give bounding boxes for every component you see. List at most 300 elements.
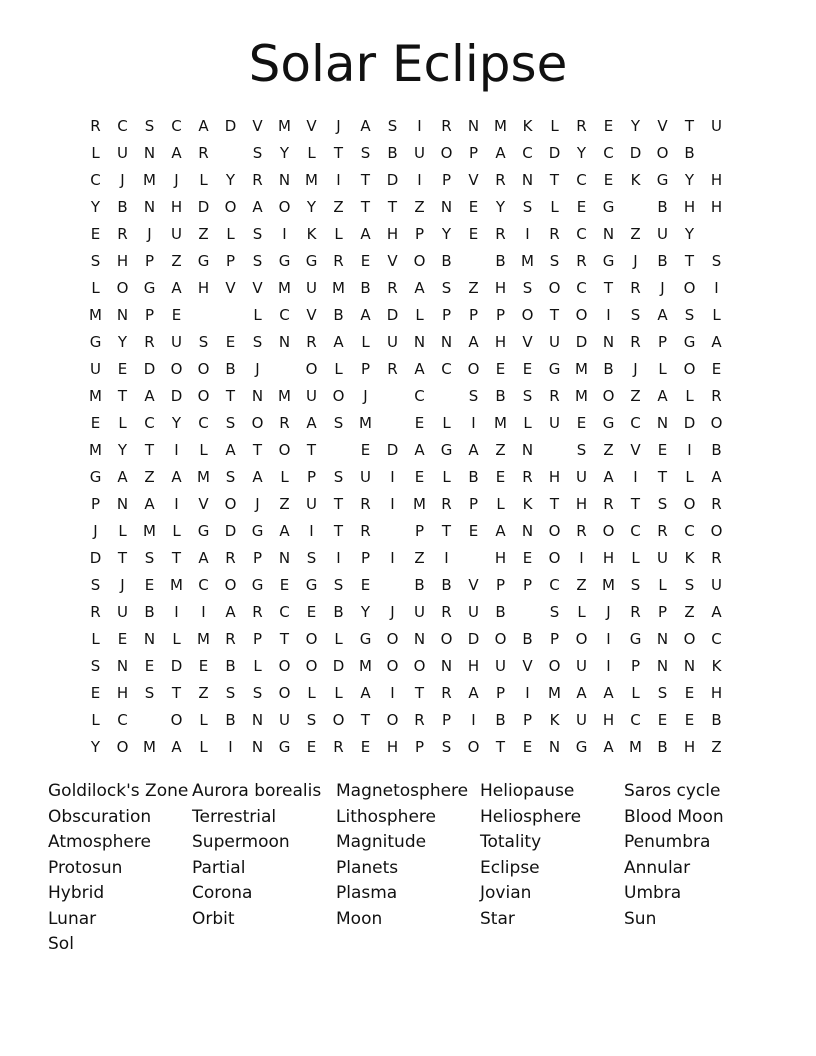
- grid-letter[interactable]: Y: [576, 143, 587, 162]
- grid-letter[interactable]: I: [579, 548, 584, 567]
- grid-letter[interactable]: B: [468, 467, 479, 486]
- grid-letter[interactable]: G: [602, 251, 615, 270]
- grid-letter[interactable]: L: [199, 440, 208, 459]
- grid-letter[interactable]: E: [468, 224, 479, 243]
- grid-letter[interactable]: J: [93, 521, 98, 540]
- grid-letter[interactable]: O: [197, 359, 210, 378]
- grid-letter[interactable]: K: [630, 170, 641, 189]
- grid-letter[interactable]: S: [144, 548, 155, 567]
- grid-letter[interactable]: S: [684, 305, 695, 324]
- grid-letter[interactable]: U: [414, 143, 425, 162]
- grid-letter[interactable]: B: [657, 197, 668, 216]
- grid-letter[interactable]: J: [336, 116, 341, 135]
- grid-letter[interactable]: H: [602, 710, 615, 729]
- grid-letter[interactable]: I: [525, 683, 530, 702]
- grid-letter[interactable]: D: [575, 332, 588, 351]
- grid-letter[interactable]: E: [522, 359, 533, 378]
- grid-letter[interactable]: O: [251, 413, 264, 432]
- grid-letter[interactable]: O: [602, 521, 615, 540]
- grid-letter[interactable]: S: [657, 494, 668, 513]
- grid-letter[interactable]: J: [147, 224, 152, 243]
- grid-letter[interactable]: A: [252, 467, 263, 486]
- grid-letter[interactable]: A: [414, 440, 425, 459]
- grid-letter[interactable]: O: [116, 278, 129, 297]
- grid-letter[interactable]: P: [441, 305, 452, 324]
- grid-letter[interactable]: P: [360, 359, 371, 378]
- grid-letter[interactable]: V: [225, 278, 236, 297]
- grid-letter[interactable]: H: [386, 224, 399, 243]
- grid-letter[interactable]: L: [442, 467, 451, 486]
- grid-letter[interactable]: S: [333, 413, 344, 432]
- grid-letter[interactable]: M: [629, 737, 642, 756]
- grid-letter[interactable]: C: [711, 629, 722, 648]
- grid-letter[interactable]: L: [253, 656, 262, 675]
- grid-letter[interactable]: S: [522, 386, 533, 405]
- grid-letter[interactable]: P: [468, 494, 479, 513]
- grid-letter[interactable]: S: [252, 683, 263, 702]
- grid-letter[interactable]: V: [252, 116, 263, 135]
- grid-letter[interactable]: S: [549, 602, 560, 621]
- grid-letter[interactable]: S: [90, 251, 101, 270]
- grid-letter[interactable]: O: [683, 278, 696, 297]
- grid-letter[interactable]: S: [225, 683, 236, 702]
- grid-letter[interactable]: C: [279, 305, 290, 324]
- grid-letter[interactable]: P: [144, 251, 155, 270]
- grid-letter[interactable]: D: [629, 143, 642, 162]
- grid-letter[interactable]: A: [360, 224, 371, 243]
- grid-letter[interactable]: H: [710, 197, 723, 216]
- grid-letter[interactable]: O: [386, 710, 399, 729]
- grid-letter[interactable]: S: [333, 575, 344, 594]
- grid-letter[interactable]: A: [711, 332, 722, 351]
- grid-letter[interactable]: N: [116, 494, 129, 513]
- grid-letter[interactable]: O: [467, 737, 480, 756]
- grid-letter[interactable]: C: [549, 575, 560, 594]
- grid-letter[interactable]: H: [494, 548, 507, 567]
- grid-letter[interactable]: P: [522, 710, 533, 729]
- grid-letter[interactable]: L: [577, 602, 586, 621]
- grid-letter[interactable]: B: [657, 737, 668, 756]
- grid-letter[interactable]: C: [117, 116, 128, 135]
- grid-letter[interactable]: D: [224, 521, 237, 540]
- grid-letter[interactable]: I: [309, 521, 314, 540]
- grid-letter[interactable]: M: [197, 467, 210, 486]
- grid-letter[interactable]: E: [576, 197, 587, 216]
- grid-letter[interactable]: H: [386, 737, 399, 756]
- grid-letter[interactable]: O: [710, 521, 723, 540]
- grid-letter[interactable]: N: [116, 305, 129, 324]
- grid-letter[interactable]: L: [91, 629, 100, 648]
- grid-letter[interactable]: P: [90, 494, 101, 513]
- grid-letter[interactable]: R: [252, 170, 263, 189]
- grid-letter[interactable]: I: [390, 467, 395, 486]
- grid-letter[interactable]: S: [630, 305, 641, 324]
- grid-letter[interactable]: M: [278, 386, 291, 405]
- grid-letter[interactable]: N: [143, 197, 156, 216]
- grid-letter[interactable]: P: [414, 737, 425, 756]
- grid-letter[interactable]: I: [444, 548, 449, 567]
- grid-letter[interactable]: E: [90, 683, 101, 702]
- grid-letter[interactable]: D: [386, 305, 399, 324]
- grid-letter[interactable]: A: [306, 413, 317, 432]
- grid-letter[interactable]: E: [225, 332, 236, 351]
- grid-letter[interactable]: A: [171, 467, 182, 486]
- grid-letter[interactable]: I: [390, 548, 395, 567]
- grid-letter[interactable]: O: [467, 359, 480, 378]
- grid-letter[interactable]: T: [360, 197, 371, 216]
- grid-letter[interactable]: S: [360, 143, 371, 162]
- grid-letter[interactable]: Z: [279, 494, 290, 513]
- grid-letter[interactable]: R: [711, 548, 722, 567]
- grid-letter[interactable]: N: [116, 656, 129, 675]
- grid-letter[interactable]: S: [90, 575, 101, 594]
- grid-letter[interactable]: E: [198, 656, 209, 675]
- grid-letter[interactable]: Z: [576, 575, 587, 594]
- grid-letter[interactable]: E: [495, 359, 506, 378]
- grid-letter[interactable]: R: [522, 467, 533, 486]
- grid-letter[interactable]: R: [90, 116, 101, 135]
- grid-letter[interactable]: D: [683, 413, 696, 432]
- grid-letter[interactable]: V: [198, 494, 209, 513]
- grid-letter[interactable]: P: [414, 521, 425, 540]
- grid-letter[interactable]: E: [90, 413, 101, 432]
- grid-letter[interactable]: H: [683, 197, 696, 216]
- grid-letter[interactable]: S: [252, 251, 263, 270]
- grid-letter[interactable]: B: [711, 710, 722, 729]
- grid-letter[interactable]: O: [575, 629, 588, 648]
- grid-letter[interactable]: M: [494, 413, 507, 432]
- grid-letter[interactable]: O: [683, 359, 696, 378]
- grid-letter[interactable]: Y: [279, 143, 290, 162]
- grid-letter[interactable]: V: [522, 332, 533, 351]
- grid-letter[interactable]: U: [414, 602, 425, 621]
- grid-letter[interactable]: R: [630, 602, 641, 621]
- grid-letter[interactable]: U: [117, 602, 128, 621]
- grid-letter[interactable]: E: [360, 251, 371, 270]
- grid-letter[interactable]: G: [656, 170, 669, 189]
- grid-letter[interactable]: H: [197, 278, 210, 297]
- grid-letter[interactable]: Y: [495, 197, 506, 216]
- grid-letter[interactable]: [190, 301, 217, 328]
- grid-letter[interactable]: T: [549, 305, 560, 324]
- grid-letter[interactable]: R: [225, 629, 236, 648]
- grid-letter[interactable]: M: [521, 251, 534, 270]
- grid-letter[interactable]: D: [89, 548, 102, 567]
- grid-letter[interactable]: E: [657, 440, 668, 459]
- grid-letter[interactable]: C: [279, 602, 290, 621]
- grid-letter[interactable]: C: [576, 224, 587, 243]
- grid-letter[interactable]: U: [576, 656, 587, 675]
- grid-letter[interactable]: E: [468, 521, 479, 540]
- grid-letter[interactable]: H: [116, 251, 129, 270]
- grid-letter[interactable]: N: [143, 143, 156, 162]
- grid-letter[interactable]: J: [363, 386, 368, 405]
- grid-letter[interactable]: M: [89, 386, 102, 405]
- grid-letter[interactable]: O: [224, 197, 237, 216]
- grid-letter[interactable]: N: [440, 332, 453, 351]
- grid-letter[interactable]: I: [687, 440, 692, 459]
- grid-letter[interactable]: U: [360, 467, 371, 486]
- grid-letter[interactable]: L: [658, 575, 667, 594]
- grid-letter[interactable]: C: [144, 413, 155, 432]
- grid-letter[interactable]: A: [144, 386, 155, 405]
- grid-letter[interactable]: B: [495, 710, 506, 729]
- grid-letter[interactable]: P: [225, 251, 236, 270]
- grid-letter[interactable]: A: [711, 467, 722, 486]
- grid-letter[interactable]: H: [170, 197, 183, 216]
- grid-letter[interactable]: A: [495, 521, 506, 540]
- grid-letter[interactable]: T: [549, 494, 560, 513]
- grid-letter[interactable]: J: [660, 278, 665, 297]
- grid-letter[interactable]: [433, 382, 460, 409]
- grid-letter[interactable]: C: [684, 521, 695, 540]
- grid-letter[interactable]: B: [684, 143, 695, 162]
- grid-letter[interactable]: L: [361, 332, 370, 351]
- grid-letter[interactable]: I: [336, 548, 341, 567]
- grid-letter[interactable]: E: [603, 170, 614, 189]
- grid-letter[interactable]: [379, 517, 406, 544]
- grid-letter[interactable]: L: [118, 521, 127, 540]
- grid-letter[interactable]: S: [468, 386, 479, 405]
- grid-letter[interactable]: E: [657, 710, 668, 729]
- grid-letter[interactable]: R: [387, 359, 398, 378]
- grid-letter[interactable]: C: [198, 413, 209, 432]
- grid-letter[interactable]: Y: [684, 170, 695, 189]
- grid-letter[interactable]: D: [548, 143, 561, 162]
- grid-letter[interactable]: D: [332, 656, 345, 675]
- grid-letter[interactable]: C: [198, 575, 209, 594]
- grid-letter[interactable]: B: [225, 656, 236, 675]
- grid-letter[interactable]: R: [144, 332, 155, 351]
- grid-letter[interactable]: M: [575, 386, 588, 405]
- grid-letter[interactable]: B: [387, 143, 398, 162]
- grid-letter[interactable]: B: [495, 386, 506, 405]
- grid-letter[interactable]: A: [279, 521, 290, 540]
- grid-letter[interactable]: C: [576, 278, 587, 297]
- grid-letter[interactable]: K: [711, 656, 722, 675]
- grid-letter[interactable]: R: [576, 116, 587, 135]
- grid-letter[interactable]: L: [91, 143, 100, 162]
- grid-letter[interactable]: I: [201, 602, 206, 621]
- grid-letter[interactable]: E: [279, 575, 290, 594]
- grid-letter[interactable]: L: [307, 143, 316, 162]
- grid-letter[interactable]: V: [306, 305, 317, 324]
- grid-letter[interactable]: I: [174, 440, 179, 459]
- grid-letter[interactable]: E: [117, 359, 128, 378]
- grid-letter[interactable]: D: [143, 359, 156, 378]
- grid-letter[interactable]: O: [332, 710, 345, 729]
- grid-letter[interactable]: H: [575, 494, 588, 513]
- grid-letter[interactable]: R: [441, 683, 452, 702]
- grid-letter[interactable]: S: [630, 575, 641, 594]
- grid-letter[interactable]: U: [171, 224, 182, 243]
- grid-letter[interactable]: O: [305, 359, 318, 378]
- grid-letter[interactable]: P: [495, 575, 506, 594]
- grid-letter[interactable]: O: [548, 521, 561, 540]
- grid-letter[interactable]: U: [549, 413, 560, 432]
- grid-letter[interactable]: Y: [306, 197, 317, 216]
- grid-letter[interactable]: A: [171, 278, 182, 297]
- grid-letter[interactable]: O: [116, 737, 129, 756]
- grid-letter[interactable]: [460, 544, 487, 571]
- grid-letter[interactable]: V: [468, 575, 479, 594]
- grid-letter[interactable]: P: [522, 575, 533, 594]
- grid-letter[interactable]: C: [90, 170, 101, 189]
- grid-letter[interactable]: N: [440, 197, 453, 216]
- grid-letter[interactable]: N: [656, 629, 669, 648]
- grid-letter[interactable]: B: [441, 251, 452, 270]
- grid-letter[interactable]: E: [603, 116, 614, 135]
- grid-letter[interactable]: R: [549, 224, 560, 243]
- grid-letter[interactable]: N: [278, 170, 291, 189]
- grid-letter[interactable]: O: [197, 386, 210, 405]
- grid-letter[interactable]: L: [658, 359, 667, 378]
- grid-letter[interactable]: Z: [711, 737, 722, 756]
- grid-letter[interactable]: P: [495, 305, 506, 324]
- grid-letter[interactable]: B: [603, 359, 614, 378]
- grid-letter[interactable]: P: [306, 467, 317, 486]
- grid-letter[interactable]: J: [120, 575, 125, 594]
- grid-letter[interactable]: Y: [684, 224, 695, 243]
- grid-letter[interactable]: C: [414, 386, 425, 405]
- grid-letter[interactable]: I: [633, 467, 638, 486]
- grid-letter[interactable]: M: [278, 116, 291, 135]
- grid-letter[interactable]: U: [468, 602, 479, 621]
- grid-letter[interactable]: R: [630, 278, 641, 297]
- grid-letter[interactable]: P: [441, 710, 452, 729]
- grid-letter[interactable]: I: [714, 278, 719, 297]
- grid-letter[interactable]: U: [657, 548, 668, 567]
- grid-letter[interactable]: G: [602, 197, 615, 216]
- grid-letter[interactable]: M: [602, 575, 615, 594]
- grid-letter[interactable]: B: [360, 278, 371, 297]
- grid-letter[interactable]: I: [471, 710, 476, 729]
- grid-letter[interactable]: V: [252, 278, 263, 297]
- grid-letter[interactable]: R: [252, 602, 263, 621]
- grid-letter[interactable]: R: [117, 224, 128, 243]
- grid-letter[interactable]: O: [602, 386, 615, 405]
- grid-letter[interactable]: T: [684, 251, 695, 270]
- grid-letter[interactable]: O: [386, 656, 399, 675]
- grid-letter[interactable]: E: [360, 575, 371, 594]
- grid-letter[interactable]: E: [684, 683, 695, 702]
- grid-letter[interactable]: Z: [495, 440, 506, 459]
- grid-letter[interactable]: L: [631, 683, 640, 702]
- grid-letter[interactable]: Y: [360, 602, 371, 621]
- grid-letter[interactable]: [514, 598, 541, 625]
- grid-letter[interactable]: J: [633, 359, 638, 378]
- grid-letter[interactable]: L: [685, 467, 694, 486]
- grid-letter[interactable]: C: [171, 116, 182, 135]
- grid-letter[interactable]: U: [387, 332, 398, 351]
- grid-letter[interactable]: G: [278, 737, 291, 756]
- grid-letter[interactable]: O: [683, 494, 696, 513]
- grid-letter[interactable]: J: [255, 359, 260, 378]
- grid-letter[interactable]: R: [414, 710, 425, 729]
- grid-letter[interactable]: B: [144, 602, 155, 621]
- grid-letter[interactable]: G: [683, 332, 696, 351]
- grid-letter[interactable]: R: [576, 521, 587, 540]
- grid-letter[interactable]: A: [657, 305, 668, 324]
- grid-letter[interactable]: T: [279, 629, 290, 648]
- grid-letter[interactable]: T: [144, 440, 155, 459]
- grid-letter[interactable]: A: [468, 332, 479, 351]
- grid-letter[interactable]: E: [711, 359, 722, 378]
- grid-letter[interactable]: I: [417, 170, 422, 189]
- grid-letter[interactable]: L: [118, 413, 127, 432]
- grid-letter[interactable]: G: [548, 359, 561, 378]
- grid-letter[interactable]: B: [225, 359, 236, 378]
- grid-letter[interactable]: U: [657, 224, 668, 243]
- grid-letter[interactable]: O: [710, 413, 723, 432]
- grid-letter[interactable]: O: [332, 386, 345, 405]
- grid-letter[interactable]: [703, 139, 730, 166]
- grid-letter[interactable]: N: [278, 548, 291, 567]
- grid-letter[interactable]: T: [171, 683, 182, 702]
- grid-letter[interactable]: S: [684, 575, 695, 594]
- grid-letter[interactable]: E: [576, 413, 587, 432]
- grid-letter[interactable]: N: [278, 332, 291, 351]
- grid-letter[interactable]: L: [334, 359, 343, 378]
- grid-letter[interactable]: E: [360, 440, 371, 459]
- grid-letter[interactable]: I: [471, 413, 476, 432]
- grid-letter[interactable]: C: [522, 143, 533, 162]
- grid-letter[interactable]: Z: [198, 683, 209, 702]
- grid-letter[interactable]: E: [306, 602, 317, 621]
- grid-letter[interactable]: L: [199, 737, 208, 756]
- grid-letter[interactable]: Y: [225, 170, 236, 189]
- grid-letter[interactable]: C: [576, 170, 587, 189]
- grid-letter[interactable]: L: [307, 683, 316, 702]
- grid-letter[interactable]: G: [602, 413, 615, 432]
- grid-letter[interactable]: D: [467, 629, 480, 648]
- grid-letter[interactable]: A: [333, 332, 344, 351]
- grid-letter[interactable]: G: [359, 629, 372, 648]
- grid-letter[interactable]: S: [306, 710, 317, 729]
- grid-letter[interactable]: R: [360, 521, 371, 540]
- grid-letter[interactable]: G: [251, 575, 264, 594]
- grid-letter[interactable]: M: [359, 656, 372, 675]
- grid-letter[interactable]: E: [90, 224, 101, 243]
- grid-letter[interactable]: P: [468, 305, 479, 324]
- grid-letter[interactable]: S: [441, 278, 452, 297]
- grid-letter[interactable]: M: [305, 170, 318, 189]
- grid-letter[interactable]: E: [522, 548, 533, 567]
- grid-letter[interactable]: A: [171, 737, 182, 756]
- grid-letter[interactable]: A: [414, 359, 425, 378]
- grid-letter[interactable]: B: [657, 251, 668, 270]
- grid-letter[interactable]: A: [576, 683, 587, 702]
- grid-letter[interactable]: N: [683, 656, 696, 675]
- grid-letter[interactable]: G: [143, 278, 156, 297]
- grid-letter[interactable]: P: [252, 548, 263, 567]
- grid-letter[interactable]: Y: [630, 116, 641, 135]
- grid-letter[interactable]: [541, 436, 568, 463]
- grid-letter[interactable]: C: [630, 413, 641, 432]
- grid-letter[interactable]: T: [333, 143, 344, 162]
- grid-letter[interactable]: O: [656, 143, 669, 162]
- grid-letter[interactable]: U: [117, 143, 128, 162]
- grid-letter[interactable]: A: [360, 683, 371, 702]
- grid-letter[interactable]: R: [441, 116, 452, 135]
- grid-letter[interactable]: P: [630, 656, 641, 675]
- grid-letter[interactable]: S: [90, 656, 101, 675]
- grid-letter[interactable]: O: [548, 278, 561, 297]
- grid-letter[interactable]: K: [522, 116, 533, 135]
- grid-letter[interactable]: K: [522, 494, 533, 513]
- grid-letter[interactable]: E: [522, 737, 533, 756]
- grid-letter[interactable]: [271, 355, 298, 382]
